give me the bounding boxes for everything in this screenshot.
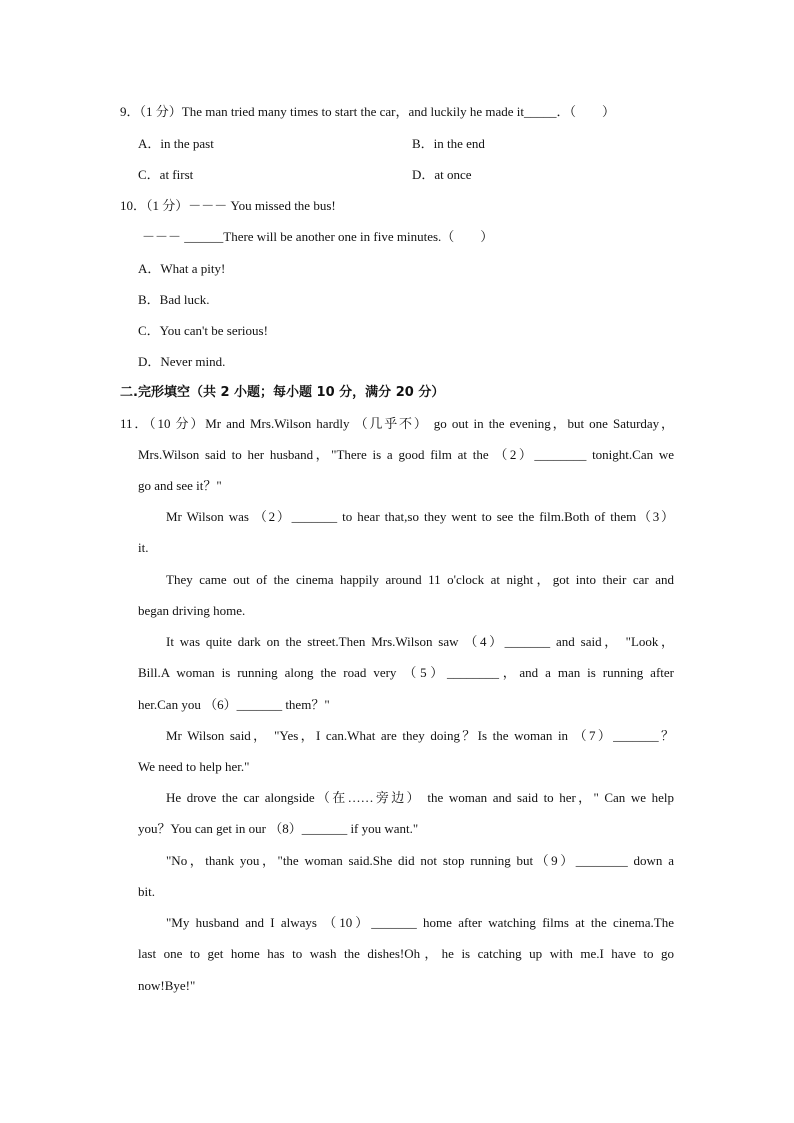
q11-line: her.Can you （6）_______ them？" bbox=[138, 697, 330, 712]
q11-line: Mr Wilson was （2）_______ to hear that,so they went to see the film.Both of them（3） bbox=[166, 509, 674, 524]
q10-line2: －－－ ______There will be another one in five minutes.（ ） bbox=[142, 229, 494, 244]
q10-option-b[interactable]: B．Bad luck. bbox=[138, 292, 210, 307]
q9-option-d[interactable]: D．at once bbox=[412, 167, 472, 182]
q11-line: began driving home. bbox=[138, 603, 246, 618]
q11-line: "My husband and I always （10）_______ home after watching films at the cinema.The bbox=[166, 915, 674, 930]
q11-line: We need to help her." bbox=[138, 759, 250, 774]
q9-stem: 9．（1 分）The man tried many times to start the car，and luckily he made it_____．（ ） bbox=[120, 104, 615, 119]
q9-option-c[interactable]: C．at first bbox=[138, 167, 194, 182]
q11-line: They came out of the cinema happily around 11 o'clock at night，got into their car and bbox=[166, 572, 674, 587]
q9-option-b[interactable]: B．in the end bbox=[412, 136, 485, 151]
q11-line: last one to get home has to wash the dishes!Oh，he is catching up with me.I have to go bbox=[138, 946, 674, 961]
q11-line: Bill.A woman is running along the road very （5）________，and a man is running after bbox=[138, 665, 674, 680]
q11-line: Mrs.Wilson said to her husband，"There is a good film at the （2）________ tonight.Can we bbox=[138, 447, 674, 462]
q11-line: He drove the car alongside（在……旁边） the woman and said to her，" Can we help bbox=[166, 790, 674, 805]
q10-option-a[interactable]: A．What a pity! bbox=[138, 261, 226, 276]
q11-line: It was quite dark on the street.Then Mrs.Wilson saw （4）_______ and said， "Look， bbox=[166, 634, 674, 649]
q11-line: Mr Wilson said， "Yes，I can.What are they doing？Is the woman in （7）_______？ bbox=[166, 728, 674, 743]
q11-line: you？You can get in our （8）_______ if you want." bbox=[138, 821, 419, 836]
q10-stem: 10．（1 分）－－－ You missed the bus! bbox=[120, 198, 336, 213]
q9-option-a[interactable]: A．in the past bbox=[138, 136, 214, 151]
q10-option-c[interactable]: C．You can't be serious! bbox=[138, 323, 268, 338]
q10-option-d[interactable]: D．Never mind. bbox=[138, 354, 226, 369]
q11-line: now!Bye!" bbox=[138, 978, 196, 993]
q11-line: go and see it？" bbox=[138, 478, 222, 493]
q11-line: it. bbox=[138, 540, 149, 555]
section-heading: 二.完形填空（共 2 小题；每小题 10 分，满分 20 分） bbox=[120, 385, 445, 400]
q11-line: "No，thank you，"the woman said.She did not stop running but（9）________ down a bbox=[166, 853, 674, 868]
q11-line: bit. bbox=[138, 884, 155, 899]
q11-line: 11．（10 分）Mr and Mrs.Wilson hardly （几乎不） go out in the evening，but one Saturday， bbox=[120, 416, 674, 431]
